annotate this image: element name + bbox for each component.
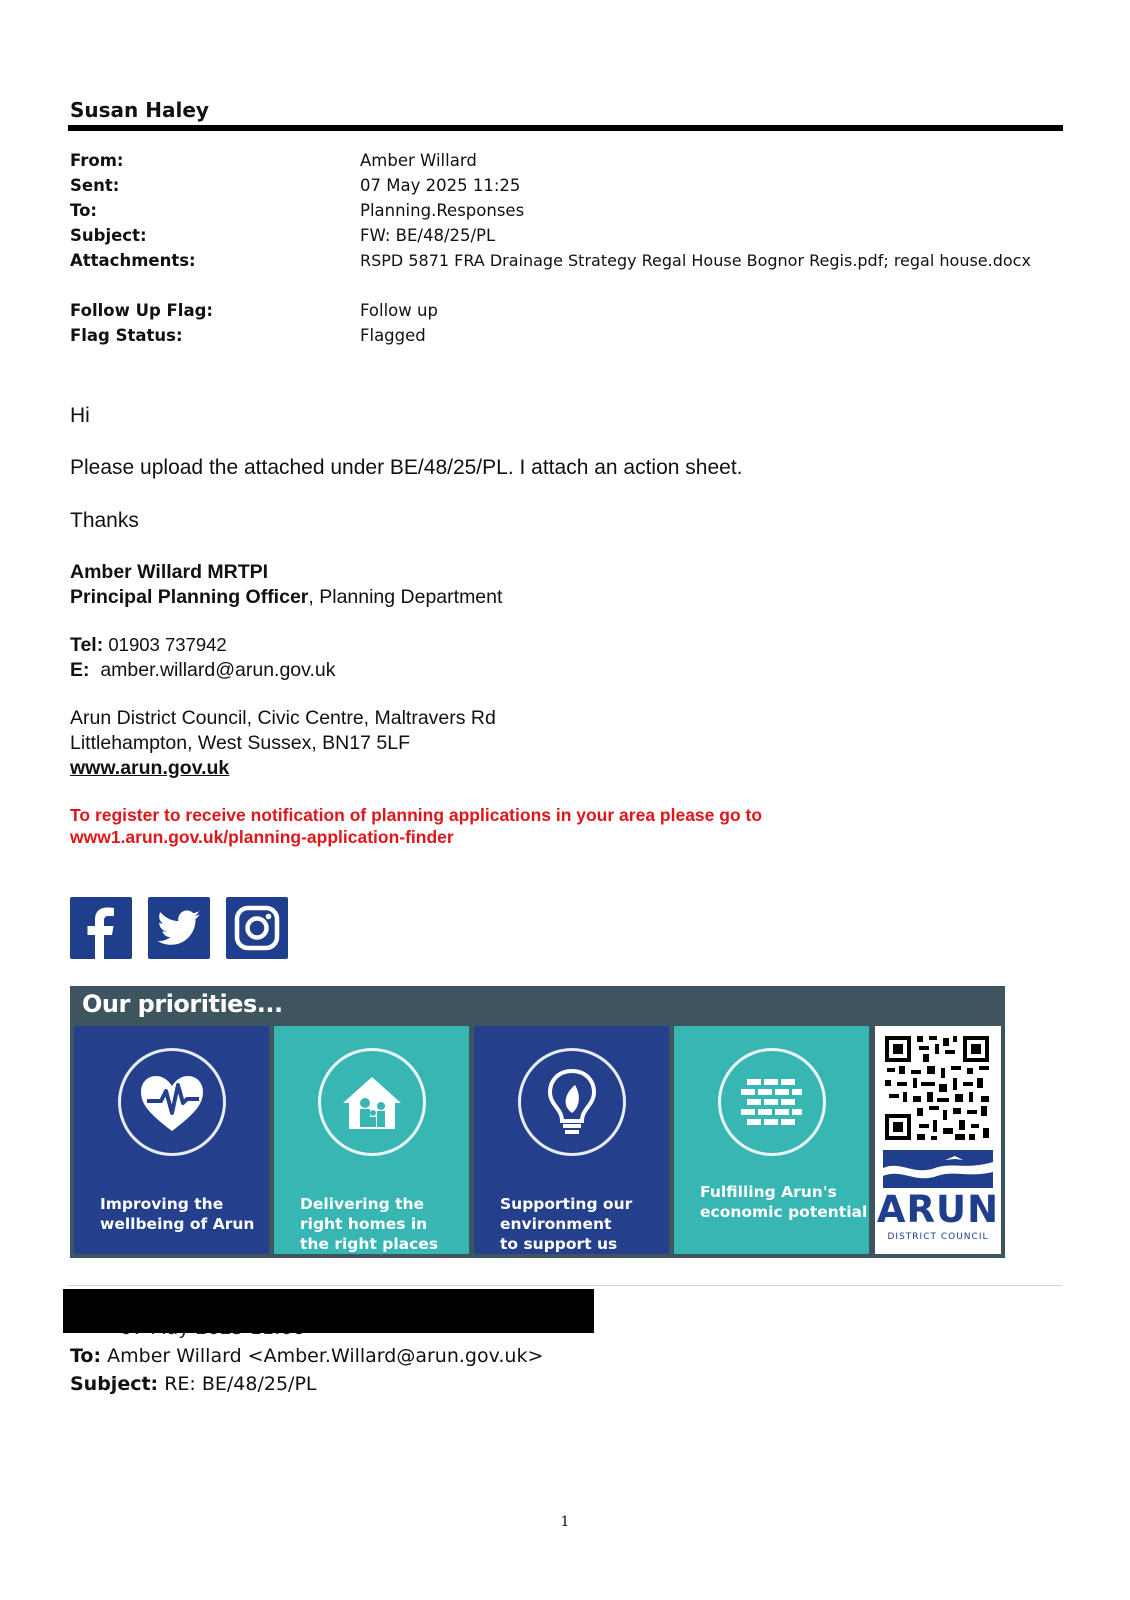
tel-value: 01903 737942 xyxy=(103,634,227,655)
page-number: 1 xyxy=(560,1514,570,1530)
forwarded-subject-label: Subject: xyxy=(70,1373,159,1395)
arun-logo-panel xyxy=(875,1026,1001,1254)
heart-icon xyxy=(118,1048,226,1156)
notice-link[interactable]: www1.arun.gov.uk/planning-application-finder xyxy=(70,827,454,847)
priority-panel-economy xyxy=(674,1026,869,1254)
from-label: From: xyxy=(70,151,124,170)
notice-line-1: To register to receive notification of planning applications in your area please go to xyxy=(70,805,763,825)
priority-label: Fulfilling Arun's economic potential xyxy=(700,1183,868,1221)
message: Please upload the attached under BE/48/25/PL. I attach an action sheet. xyxy=(70,456,743,479)
forwarded-to-label: To: xyxy=(70,1345,102,1367)
banner-title: Our priorities... xyxy=(82,990,283,1018)
priority-label: Improving the wellbeing of Arun xyxy=(100,1195,255,1233)
signature-department: , Planning Department xyxy=(308,586,503,608)
twitter-icon[interactable] xyxy=(148,897,210,959)
attachments-value[interactable]: RSPD 5871 FRA Drainage Strategy Regal House Bognor Regis.pdf; regal house.docx xyxy=(360,251,1031,270)
brick-wall-icon xyxy=(718,1048,826,1156)
email-value[interactable]: amber.willard@arun.gov.uk xyxy=(89,659,336,681)
facebook-icon[interactable] xyxy=(70,897,132,959)
website-link[interactable]: www.arun.gov.uk xyxy=(70,757,230,779)
from-value: Amber Willard xyxy=(360,151,477,170)
forwarded-to-value: Amber Willard <Amber.Willard@arun.gov.uk> xyxy=(101,1345,544,1367)
tel-label: Tel: xyxy=(70,634,104,656)
header-rule xyxy=(68,125,1063,131)
priority-label: Supporting our environment to support us xyxy=(500,1195,633,1253)
address-line-2: Littlehampton, West Sussex, BN17 5LF xyxy=(70,732,410,754)
attachments-label: Attachments: xyxy=(70,251,196,270)
signature-tel xyxy=(70,634,227,657)
forwarded-subject xyxy=(70,1373,316,1395)
subject-label: Subject: xyxy=(70,226,147,245)
lightbulb-leaf-icon xyxy=(518,1048,626,1156)
redaction-box xyxy=(63,1289,594,1333)
signature-name: Amber Willard MRTPI xyxy=(70,561,269,583)
arun-wave-icon xyxy=(883,1150,993,1188)
qr-code-icon[interactable] xyxy=(883,1032,993,1144)
greeting: Hi xyxy=(70,404,90,427)
priority-label: Delivering the right homes in the right places xyxy=(300,1195,439,1253)
forward-separator xyxy=(68,1285,1062,1286)
priority-panel-homes xyxy=(274,1026,469,1254)
arun-logo-subtext: DISTRICT COUNCIL xyxy=(887,1232,989,1242)
email-label: E: xyxy=(70,659,90,681)
to-value: Planning.Responses xyxy=(360,201,525,220)
sent-label: Sent: xyxy=(70,176,120,195)
signature-title-line xyxy=(70,586,502,609)
closing: Thanks xyxy=(70,509,139,532)
mailbox-owner: Susan Haley xyxy=(70,98,209,122)
house-family-icon xyxy=(318,1048,426,1156)
forwarded-to xyxy=(70,1345,543,1367)
subject-value: FW: BE/48/25/PL xyxy=(360,226,496,245)
forwarded-subject-value: RE: BE/48/25/PL xyxy=(158,1373,317,1395)
address-line-1: Arun District Council, Civic Centre, Maltravers Rd xyxy=(70,707,496,729)
priority-panel-wellbeing xyxy=(74,1026,269,1254)
flag-status-value: Flagged xyxy=(360,326,426,345)
follow-up-flag-label: Follow Up Flag: xyxy=(70,301,213,320)
signature-title: Principal Planning Officer xyxy=(70,586,309,608)
to-label: To: xyxy=(70,201,97,220)
flag-status-label: Flag Status: xyxy=(70,326,183,345)
instagram-icon[interactable] xyxy=(226,897,288,959)
sent-value: 07 May 2025 11:25 xyxy=(360,176,521,195)
priority-panel-environment xyxy=(474,1026,669,1254)
follow-up-flag-value: Follow up xyxy=(360,301,438,320)
priorities-banner xyxy=(70,986,1005,1258)
signature-email xyxy=(70,659,335,682)
arun-logo-text: ARUN xyxy=(876,1188,1000,1231)
